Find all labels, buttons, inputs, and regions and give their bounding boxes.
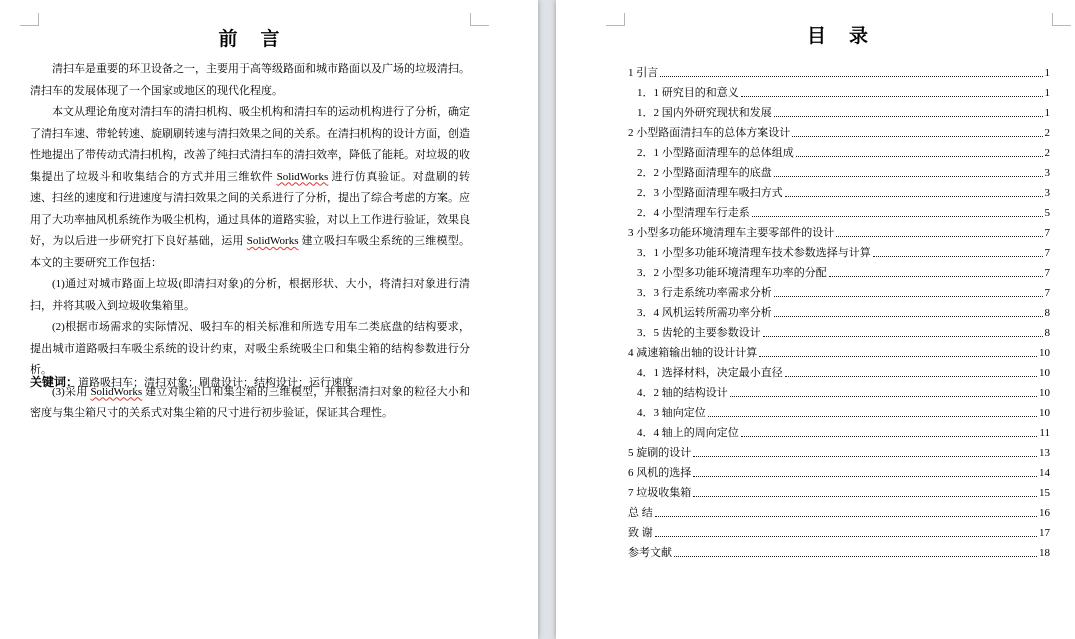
toc-dot-leader bbox=[763, 336, 1043, 337]
keywords-line[interactable] bbox=[30, 372, 470, 395]
toc-entry-page-number: 2 bbox=[1044, 127, 1050, 139]
toc-dot-leader bbox=[774, 176, 1043, 177]
toc-dot-leader bbox=[785, 196, 1043, 197]
toc-entry[interactable] bbox=[628, 141, 1050, 161]
preface-paragraph[interactable]: (1)通过对城市路面上垃圾(即清扫对象)的分析，根据形状、大小，将清扫对象进行清扫，并将其吸入到垃圾收集箱里。 bbox=[30, 278, 470, 312]
preface-paragraph[interactable]: 清扫车是重要的环卫设备之一，主要用于高等级路面和城市路面以及广场的垃圾清扫。清扫车的发展体现了一个国家或地区的现代化程度。 bbox=[30, 63, 470, 97]
toc-entry-label: 4．3 轴向定位 bbox=[637, 407, 706, 419]
toc-entry-page-number: 10 bbox=[1039, 387, 1050, 399]
toc-entry[interactable] bbox=[628, 121, 1050, 141]
toc-entry[interactable] bbox=[628, 281, 1050, 301]
toc-entry[interactable] bbox=[628, 81, 1050, 101]
toc-entry[interactable] bbox=[628, 541, 1050, 561]
toc-dot-leader bbox=[708, 416, 1037, 417]
toc-entry-label: 3．2 小型多功能环境清理车功率的分配 bbox=[637, 267, 827, 279]
toc-dot-leader bbox=[873, 256, 1043, 257]
toc-page[interactable] bbox=[556, 0, 1075, 639]
toc-dot-leader bbox=[655, 536, 1037, 537]
toc-dot-leader bbox=[741, 436, 1038, 437]
toc-dot-leader bbox=[792, 136, 1042, 137]
toc-entry-label: 4 减速箱输出轴的设计计算 bbox=[628, 347, 758, 359]
toc-page-title: 目 录 bbox=[806, 26, 870, 47]
toc-entry[interactable] bbox=[628, 201, 1050, 221]
toc-entry-label: 4．1 选择材料，决定最小直径 bbox=[637, 367, 783, 379]
toc-dot-leader bbox=[693, 456, 1037, 457]
toc-entry-page-number: 1 bbox=[1044, 87, 1050, 99]
preface-paragraph[interactable]: (2)根据市场需求的实际情况、吸扫车的相关标准和所选专用车二类底盘的结构要求，提出城市道路吸扫车吸尘系统的设计约束，对吸尘系统吸尘口和集尘箱的结构参数进行分析。 bbox=[30, 321, 470, 376]
toc-dot-leader bbox=[774, 316, 1043, 317]
toc-entry[interactable] bbox=[628, 421, 1050, 441]
toc-entry-page-number: 7 bbox=[1044, 247, 1050, 259]
toc-entry-page-number: 1 bbox=[1044, 67, 1050, 79]
toc-entry-page-number: 11 bbox=[1039, 427, 1050, 439]
toc-entry-label: 5 旋刷的设计 bbox=[628, 447, 692, 459]
toc-entry[interactable] bbox=[628, 301, 1050, 321]
toc-entry-page-number: 2 bbox=[1044, 147, 1050, 159]
toc-entry-label: 参考文献 bbox=[628, 547, 672, 559]
toc-entry-label: 3．4 风机运转所需功率分析 bbox=[637, 307, 772, 319]
toc-entry-label: 2．2 小型路面清理车的底盘 bbox=[637, 167, 772, 179]
toc-entry[interactable] bbox=[628, 361, 1050, 381]
toc-entry-page-number: 7 bbox=[1044, 267, 1050, 279]
toc-entry[interactable] bbox=[628, 501, 1050, 521]
toc-entry-label: 1．1 研究目的和意义 bbox=[637, 87, 739, 99]
toc-dot-leader bbox=[693, 496, 1037, 497]
toc-entry-label: 6 风机的选择 bbox=[628, 467, 692, 479]
toc-entry-page-number: 7 bbox=[1044, 287, 1050, 299]
toc-entry-page-number: 3 bbox=[1044, 187, 1050, 199]
toc-entry-page-number: 1 bbox=[1044, 107, 1050, 119]
toc-entry-label: 4．2 轴的结构设计 bbox=[637, 387, 728, 399]
toc-entry-label: 3 小型多功能环境清理车主要零部件的设计 bbox=[628, 227, 835, 239]
toc-dot-leader bbox=[836, 236, 1042, 237]
toc-dot-leader bbox=[693, 476, 1037, 477]
toc-dot-leader bbox=[785, 376, 1037, 377]
toc-entry-label: 4．4 轴上的周向定位 bbox=[637, 427, 739, 439]
toc-dot-leader bbox=[774, 116, 1043, 117]
toc-dot-leader bbox=[829, 276, 1043, 277]
toc-entry[interactable] bbox=[628, 241, 1050, 261]
toc-dot-leader bbox=[741, 96, 1043, 97]
toc-entry[interactable] bbox=[628, 221, 1050, 241]
spellcheck-flagged-word: SolidWorks bbox=[90, 385, 143, 398]
toc-entry[interactable] bbox=[628, 161, 1050, 181]
toc-entry[interactable] bbox=[628, 61, 1050, 81]
toc-entry-page-number: 8 bbox=[1044, 327, 1050, 339]
toc-entry[interactable] bbox=[628, 441, 1050, 461]
toc-entry-label: 3．5 齿轮的主要参数设计 bbox=[637, 327, 761, 339]
preface-paragraph[interactable]: 本文从理论角度对清扫车的清扫机构、吸尘机构和清扫车的运动机构进行了分析，确定了清扫车速、带轮转速、旋刷刷转速与清扫效果之间的关系。在清扫机构的设计方面，创造性地提出了带传动式清扫机构，改善了纯扫式清扫车的清扫效率，降低了能耗。对垃圾的收集提出了垃圾斗和收集结合的方式并用三维软件 SolidWorks 进行仿真验证。对盘刷的转速、扫丝的速度和行进速度与清扫效果之间的关系进行了分析，提出了综合考虑的方案。应用了大功率抽风机系统作为吸尘机构，通过具体的道路实验，对以上工作进行验证，效果良好，为以后进一步研究打下良好基础，运用 SolidWorks 建立吸扫车吸尘系统的三维模型。本文的主要研究工作包括： bbox=[30, 106, 471, 269]
toc-entry-label: 3．1 小型多功能环境清理车技术参数选择与计算 bbox=[637, 247, 871, 259]
toc-entry-page-number: 17 bbox=[1039, 527, 1050, 539]
toc-entry-label: 3．3 行走系统功率需求分析 bbox=[637, 287, 772, 299]
toc-entry-label: 2．4 小型清理车行走系 bbox=[637, 207, 750, 219]
text-boundary-mark bbox=[1052, 13, 1071, 26]
toc-entry-label: 7 垃圾收集箱 bbox=[628, 487, 692, 499]
toc-dot-leader bbox=[774, 296, 1043, 297]
toc-entry-page-number: 10 bbox=[1039, 367, 1050, 379]
toc-dot-leader bbox=[752, 216, 1043, 217]
toc-entry[interactable] bbox=[628, 341, 1050, 361]
text-boundary-mark bbox=[470, 13, 489, 26]
keywords-text: 道路吸扫车；清扫对象；刷盘设计；结构设计；运行速度 bbox=[78, 377, 354, 389]
toc-entry-label: 总 结 bbox=[628, 507, 653, 519]
toc-entry-label: 2．3 小型路面清理车吸扫方式 bbox=[637, 187, 783, 199]
toc-dot-leader bbox=[796, 156, 1043, 157]
toc-entry-label: 致 谢 bbox=[628, 527, 653, 539]
toc-entry-page-number: 3 bbox=[1044, 167, 1050, 179]
toc-entry-page-number: 14 bbox=[1039, 467, 1050, 479]
toc-entry[interactable] bbox=[628, 261, 1050, 281]
toc-entry-page-number: 7 bbox=[1044, 227, 1050, 239]
toc-entry-page-number: 10 bbox=[1039, 407, 1050, 419]
toc-list bbox=[628, 61, 1050, 561]
toc-entry-label: 1 引言 bbox=[628, 67, 659, 79]
toc-entry[interactable] bbox=[628, 181, 1050, 201]
preface-paragraph[interactable]: (3)采用 SolidWorks 建立对吸尘口和集尘箱的三维模型，并根据清扫对象的粒径大小和密度与集尘箱尺寸的关系式对集尘箱的尺寸进行初步验证，保证其合理性。 bbox=[30, 385, 471, 419]
toc-entry-label: 2．1 小型路面清理车的总体组成 bbox=[637, 147, 794, 159]
text-boundary-mark bbox=[606, 13, 625, 26]
toc-dot-leader bbox=[674, 556, 1037, 557]
toc-dot-leader bbox=[759, 356, 1037, 357]
toc-entry[interactable] bbox=[628, 101, 1050, 121]
toc-entry[interactable] bbox=[628, 461, 1050, 481]
toc-dot-leader bbox=[655, 516, 1037, 517]
toc-entry-label: 2 小型路面清扫车的总体方案设计 bbox=[628, 127, 791, 139]
toc-entry-page-number: 10 bbox=[1039, 347, 1050, 359]
spellcheck-flagged-word: SolidWorks bbox=[276, 170, 329, 183]
toc-entry[interactable] bbox=[628, 401, 1050, 421]
toc-entry-page-number: 8 bbox=[1044, 307, 1050, 319]
preface-body[interactable] bbox=[30, 59, 470, 425]
toc-entry-page-number: 5 bbox=[1044, 207, 1050, 219]
toc-dot-leader bbox=[660, 76, 1042, 77]
toc-entry-label: 1．2 国内外研究现状和发展 bbox=[637, 107, 772, 119]
spellcheck-flagged-word: SolidWorks bbox=[246, 235, 299, 247]
toc-entry[interactable] bbox=[628, 321, 1050, 341]
toc-entry[interactable] bbox=[628, 381, 1050, 401]
toc-entry-page-number: 13 bbox=[1039, 447, 1050, 459]
preface-page-title: 前 言 bbox=[218, 29, 282, 50]
toc-entry[interactable] bbox=[628, 481, 1050, 501]
toc-entry-page-number: 18 bbox=[1039, 547, 1050, 559]
toc-dot-leader bbox=[730, 396, 1037, 397]
toc-entry[interactable] bbox=[628, 521, 1050, 541]
toc-entry-page-number: 16 bbox=[1039, 507, 1050, 519]
toc-entry-page-number: 15 bbox=[1039, 487, 1050, 499]
keywords-label: 关键词： bbox=[30, 375, 79, 389]
